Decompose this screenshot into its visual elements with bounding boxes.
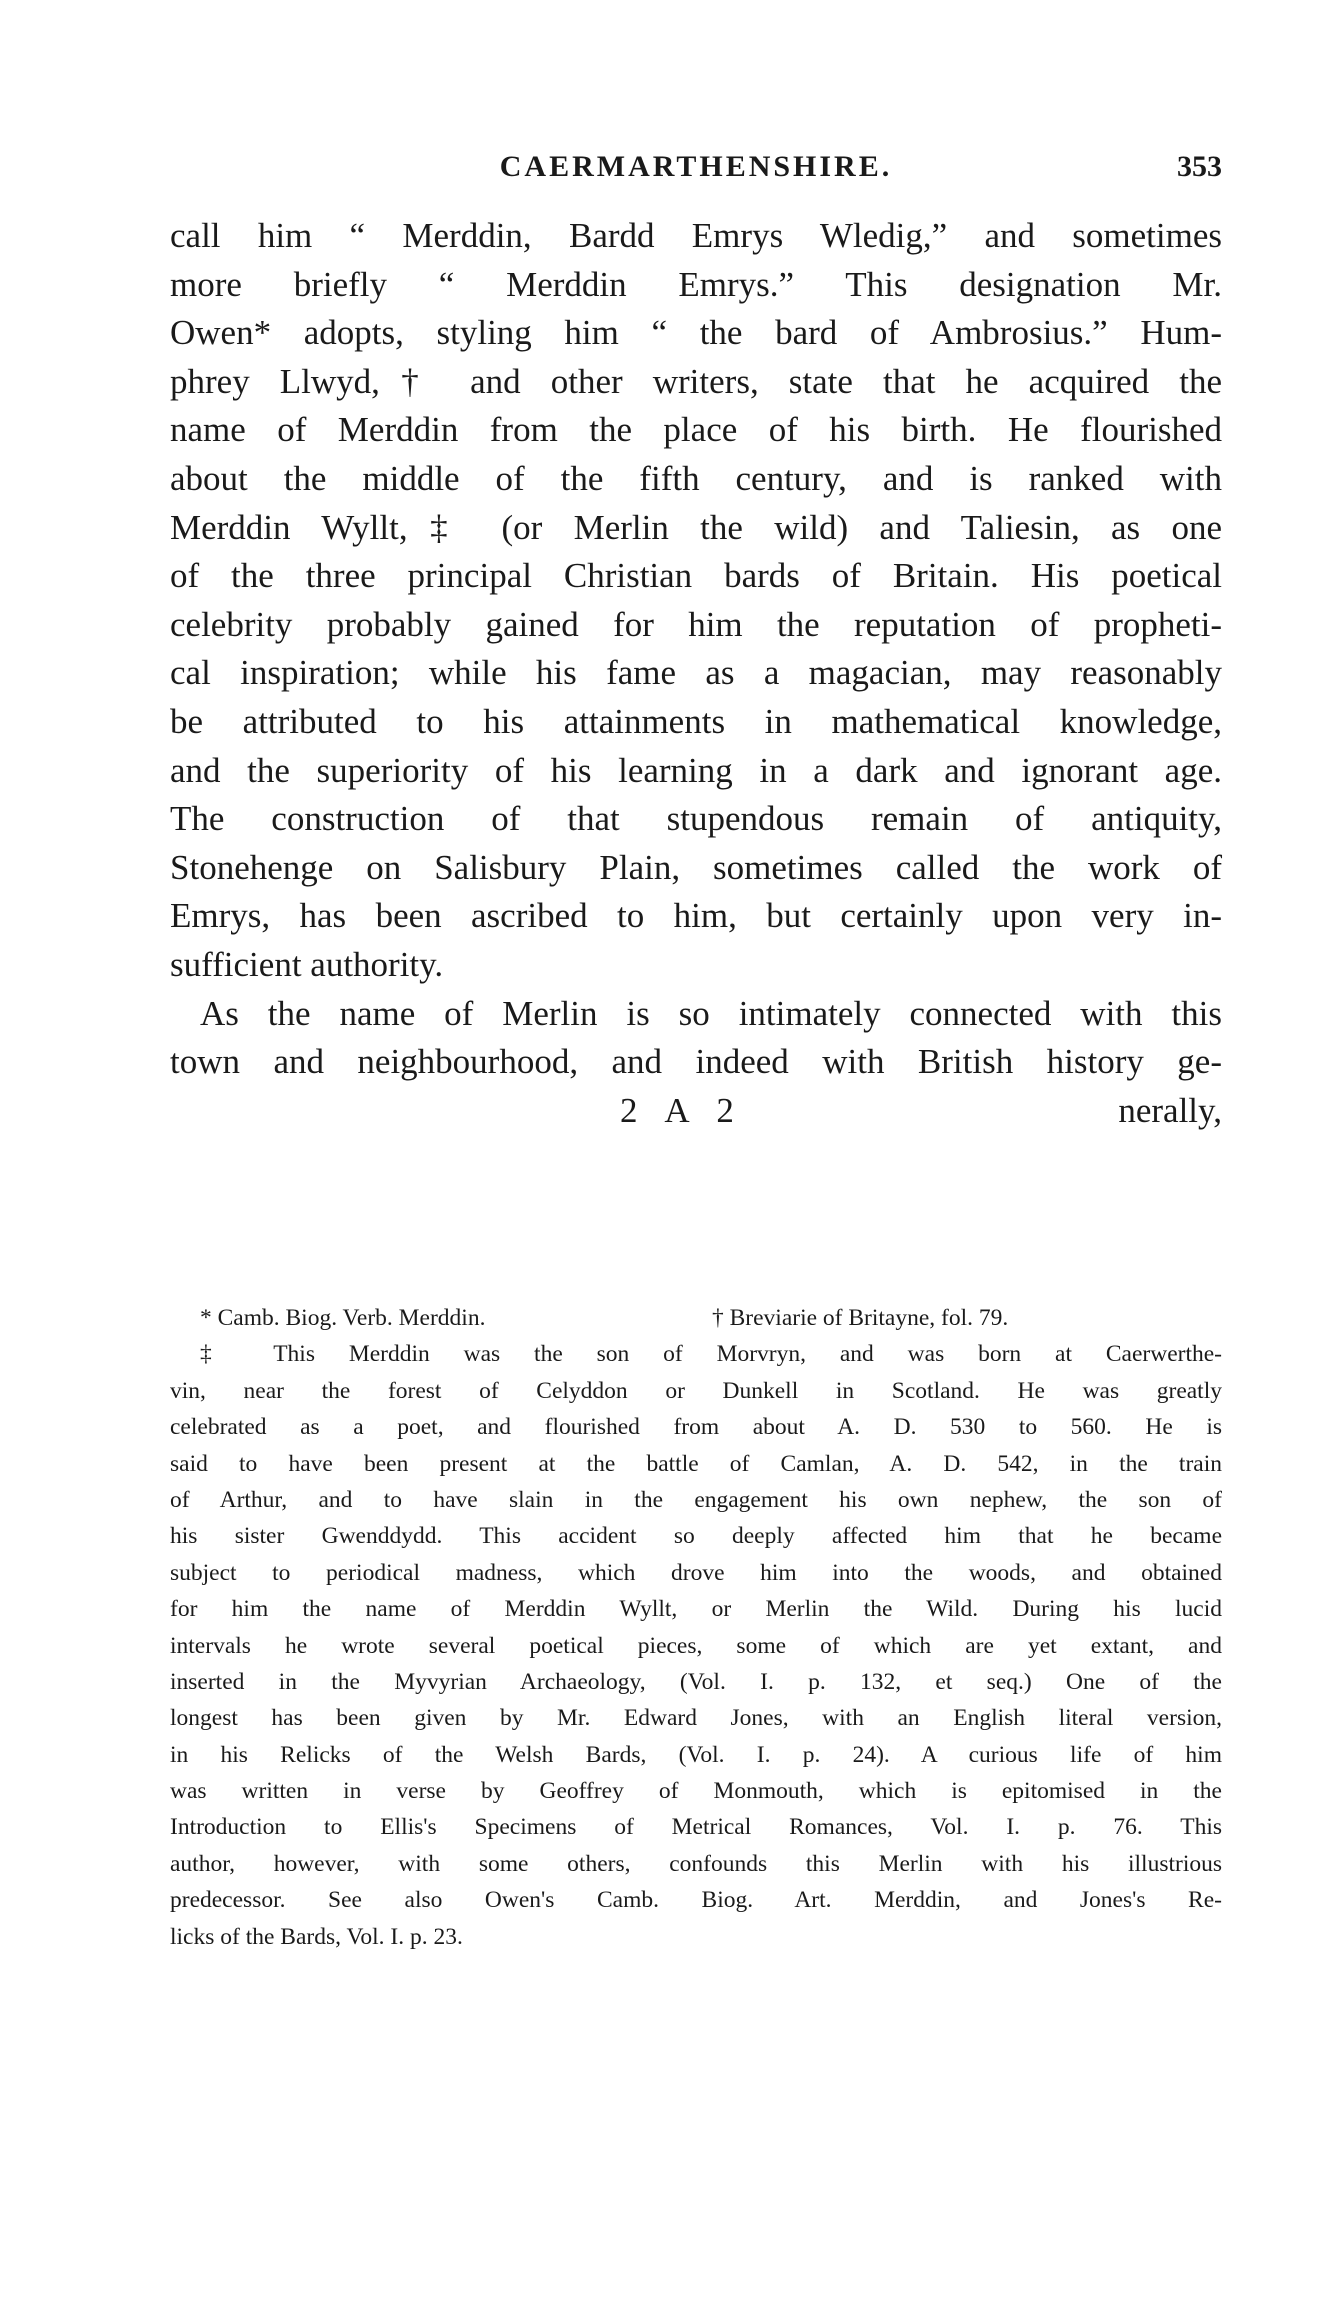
- body-line: Merddin Wyllt,‡ (or Merlin the wild) and Taliesin, as one: [170, 507, 1222, 547]
- body-line: Owen* adopts, styling him “ the bard of Ambrosius.” Hum-: [170, 313, 1222, 353]
- footnote-line: intervals he wrote several poetical pieces, some of which are yet extant, and: [170, 1632, 1222, 1659]
- body-line: As the name of Merlin is so intimately connected with this: [200, 993, 1222, 1033]
- footnote-line: in his Relicks of the Welsh Bards, (Vol. I. p. 24). A curious life of him: [170, 1741, 1222, 1768]
- footnote-star: * Camb. Biog. Verb. Merddin.: [200, 1305, 486, 1331]
- body-line: sufficient authority.: [170, 944, 444, 984]
- body-line: Stonehenge on Salisbury Plain, sometimes called the work of: [170, 847, 1222, 887]
- footnote-line: subject to periodical madness, which drove him into the woods, and obtained: [170, 1559, 1222, 1586]
- footnote-line: for him the name of Merddin Wyllt, or Merlin the Wild. During his lucid: [170, 1596, 1222, 1623]
- footnote-line: author, however, with some others, confounds this Merlin with his illustrious: [170, 1850, 1222, 1877]
- main-text: [170, 212, 1222, 1135]
- footnote-line: inserted in the Myvyrian Archaeology, (Vol. I. p. 132, et seq.) One of the: [170, 1668, 1222, 1695]
- running-title: CAERMARTHENSHIRE.: [499, 150, 893, 183]
- body-line: Emrys, has been ascribed to him, but certainly upon very in-: [170, 896, 1222, 936]
- body-line: about the middle of the fifth century, and is ranked with: [170, 458, 1222, 498]
- body-line: The construction of that stupendous remain of antiquity,: [170, 799, 1222, 839]
- body-line: cal inspiration; while his fame as a magacian, may reasonably: [170, 653, 1222, 693]
- body-line: of the three principal Christian bards of Britain. His poetical: [170, 556, 1222, 596]
- footnote-row: [170, 1300, 1222, 1336]
- body-line: more briefly “ Merddin Emrys.” This designation Mr.: [170, 264, 1222, 304]
- page-number: 353: [1177, 150, 1222, 183]
- footnote-line: longest has been given by Mr. Edward Jones, with an English literal version,: [170, 1705, 1222, 1732]
- body-line: be attributed to his attainments in mathematical knowledge,: [170, 701, 1222, 741]
- body-line: celebrity probably gained for him the reputation of propheti-: [170, 604, 1222, 644]
- footnote-line: ‡ This Merddin was the son of Morvryn, and was born at Caerwerthe-: [200, 1341, 1222, 1368]
- footnote-line: of Arthur, and to have slain in the engagement his own nephew, the son of: [170, 1486, 1222, 1513]
- footnote-line: vin, near the forest of Celyddon or Dunkell in Scotland. He was greatly: [170, 1377, 1222, 1404]
- footnote-line: licks of the Bards, Vol. I. p. 23.: [170, 1923, 463, 1950]
- footnote-dagger: † Breviarie of Britayne, fol. 79.: [712, 1305, 1009, 1331]
- footnote-line: Introduction to Ellis's Specimens of Metrical Romances, Vol. I. p. 76. This: [170, 1814, 1222, 1841]
- footnote-line: his sister Gwenddydd. This accident so deeply affected him that he became: [170, 1523, 1222, 1550]
- signature-mark: 2 A 2: [620, 1090, 744, 1130]
- footnote-line: said to have been present at the battle of Camlan, A. D. 542, in the train: [170, 1450, 1222, 1477]
- body-line: call him “ Merddin, Bardd Emrys Wledig,” and sometimes: [170, 216, 1222, 255]
- body-line: phrey Llwyd,† and other writers, state that he acquired the: [170, 361, 1222, 401]
- body-line: town and neighbourhood, and indeed with British history ge-: [170, 1042, 1222, 1082]
- footnote-line: was written in verse by Geoffrey of Monmouth, which is epitomised in the: [170, 1778, 1222, 1805]
- running-head: [170, 150, 1222, 190]
- footnotes: [170, 1300, 1222, 1955]
- body-line: name of Merddin from the place of his birth. He flourished: [170, 410, 1222, 450]
- signature-line: [170, 1087, 1222, 1136]
- footnote-line: predecessor. See also Owen's Camb. Biog. Art. Merddin, and Jones's Re-: [170, 1887, 1222, 1914]
- body-line: and the superiority of his learning in a dark and ignorant age.: [170, 750, 1222, 790]
- catchword: nerally,: [1118, 1090, 1222, 1130]
- footnote-line: celebrated as a poet, and flourished from about A. D. 530 to 560. He is: [170, 1414, 1222, 1441]
